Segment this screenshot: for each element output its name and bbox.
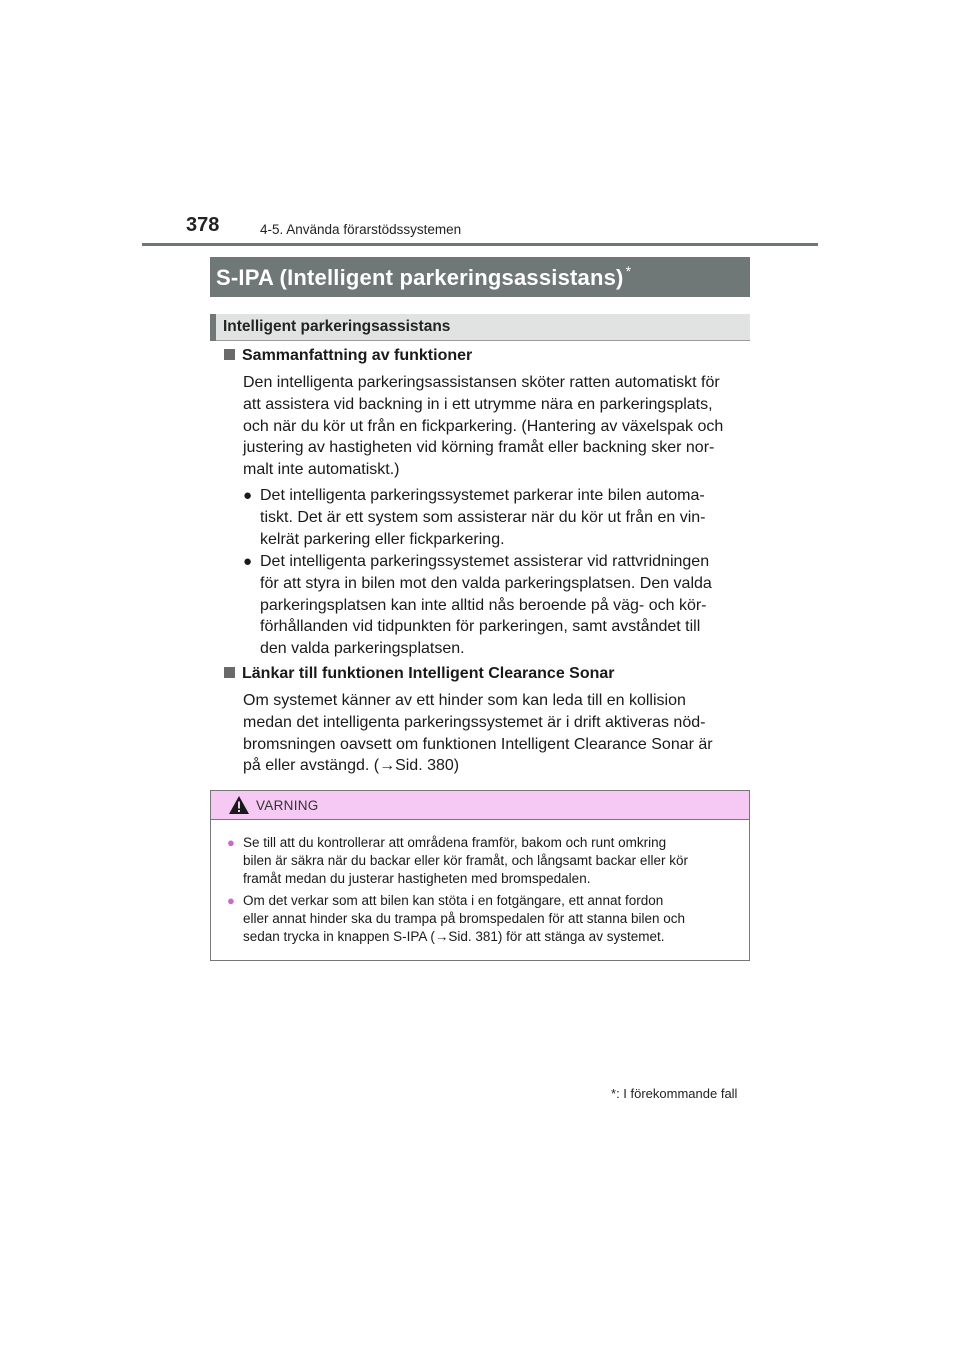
footnote <box>611 1086 737 1101</box>
round-bullet-icon: ● <box>243 553 253 570</box>
square-bullet-icon <box>224 349 235 360</box>
text-line: Den intelligenta parkeringsassistansen sköter ratten automatiskt för <box>243 374 720 391</box>
text-line: den valda parkeringsplatsen. <box>260 640 465 658</box>
text-line: Om systemet känner av ett hinder som kan leda till en kollision <box>243 692 686 709</box>
text-line: medan det intelligenta parkeringssystemet är i drift aktiveras nöd- <box>243 713 706 731</box>
text-line: Se till att du kontrollerar att områdena framför, bakom och runt omkring <box>243 835 667 850</box>
text-line: justering av hastigheten vid körning framåt eller backning sker nor- <box>243 439 715 457</box>
section-title-bar <box>210 257 750 297</box>
topic-heading-text: Sammanfattning av funktioner <box>242 347 473 364</box>
section-title-text: S-IPA (Intelligent parkeringsassistans) <box>216 265 624 290</box>
round-bullet-icon: ● <box>243 487 253 504</box>
bullet-item <box>243 551 745 660</box>
text-line: kelrät parkering eller fickparkering. <box>260 530 505 548</box>
text-line: bromsningen oavsett om funktionen Intelligent Clearance Sonar är <box>243 735 713 753</box>
text-line: parkeringsplatsen kan inte alltid nås beroende på väg- och kör- <box>260 596 707 614</box>
text-line: tiskt. Det är ett system som assisterar när du kör ut från en vin- <box>260 508 706 526</box>
text-line: för att styra in bilen mot den valda parkeringsplatsen. Den valda <box>260 574 712 592</box>
text-line: Det intelligenta parkeringssystemet parkerar inte bilen automa- <box>260 487 705 504</box>
square-bullet-icon <box>224 667 235 678</box>
warning-item <box>227 892 744 945</box>
text-line: eller annat hinder ska du trampa på bromspedalen för att stanna bilen och <box>243 910 686 926</box>
sonar-link-paragraph <box>243 690 745 777</box>
section-title <box>216 263 631 291</box>
subheading-accent <box>210 314 216 341</box>
bullet-item <box>243 485 745 550</box>
page-number: 378 <box>186 214 220 236</box>
topic-heading-sonar-link <box>224 665 615 683</box>
warning-title: VARNING <box>256 797 319 813</box>
text-line: Om det verkar som att bilen kan stöta i en fotgängare, ett annat fordon <box>243 893 664 908</box>
text-line: framåt medan du justerar hastigheten med bromspedalen. <box>243 870 591 886</box>
text-line: bilen är säkra när du backar eller kör framåt, och långsamt backar eller kör <box>243 852 688 868</box>
header-divider <box>142 243 818 246</box>
footnote-text: : I förekommande fall <box>616 1086 738 1101</box>
text-line: malt inte automatiskt.) <box>243 461 400 479</box>
summary-paragraph <box>243 372 745 481</box>
text-line: förhållanden vid tidpunkten för parkeringen, samt avståndet till <box>260 618 701 636</box>
availability-asterisk: * <box>625 263 632 279</box>
text-line: och när du kör ut från en fickparkering. (Hantering av växelspak och <box>243 417 724 435</box>
chapter-title: 4-5. Använda förarstödssystemen <box>260 222 462 237</box>
warning-triangle-icon <box>228 795 250 815</box>
round-bullet-icon: ● <box>227 835 235 850</box>
warning-header <box>211 791 749 820</box>
text-line: på eller avstängd. (→Sid. 380) <box>243 757 460 775</box>
topic-heading-text: Länkar till funktionen Intelligent Clearance Sonar <box>242 665 615 682</box>
text-line: att assistera vid backning in i ett utrymme nära en parkeringsplats, <box>243 395 713 413</box>
topic-heading-summary <box>224 347 472 365</box>
subheading-bar <box>210 314 750 341</box>
text-line: sedan trycka in knappen S-IPA (→Sid. 381) för att stänga av systemet. <box>243 928 665 944</box>
subheading-title: Intelligent parkeringsassistans <box>223 318 451 335</box>
text-line: Det intelligenta parkeringssystemet assisterar vid rattvridningen <box>260 553 710 570</box>
round-bullet-icon: ● <box>227 893 235 908</box>
footnote-asterisk: * <box>611 1086 617 1101</box>
warning-item <box>227 834 744 887</box>
warning-box <box>210 790 750 961</box>
